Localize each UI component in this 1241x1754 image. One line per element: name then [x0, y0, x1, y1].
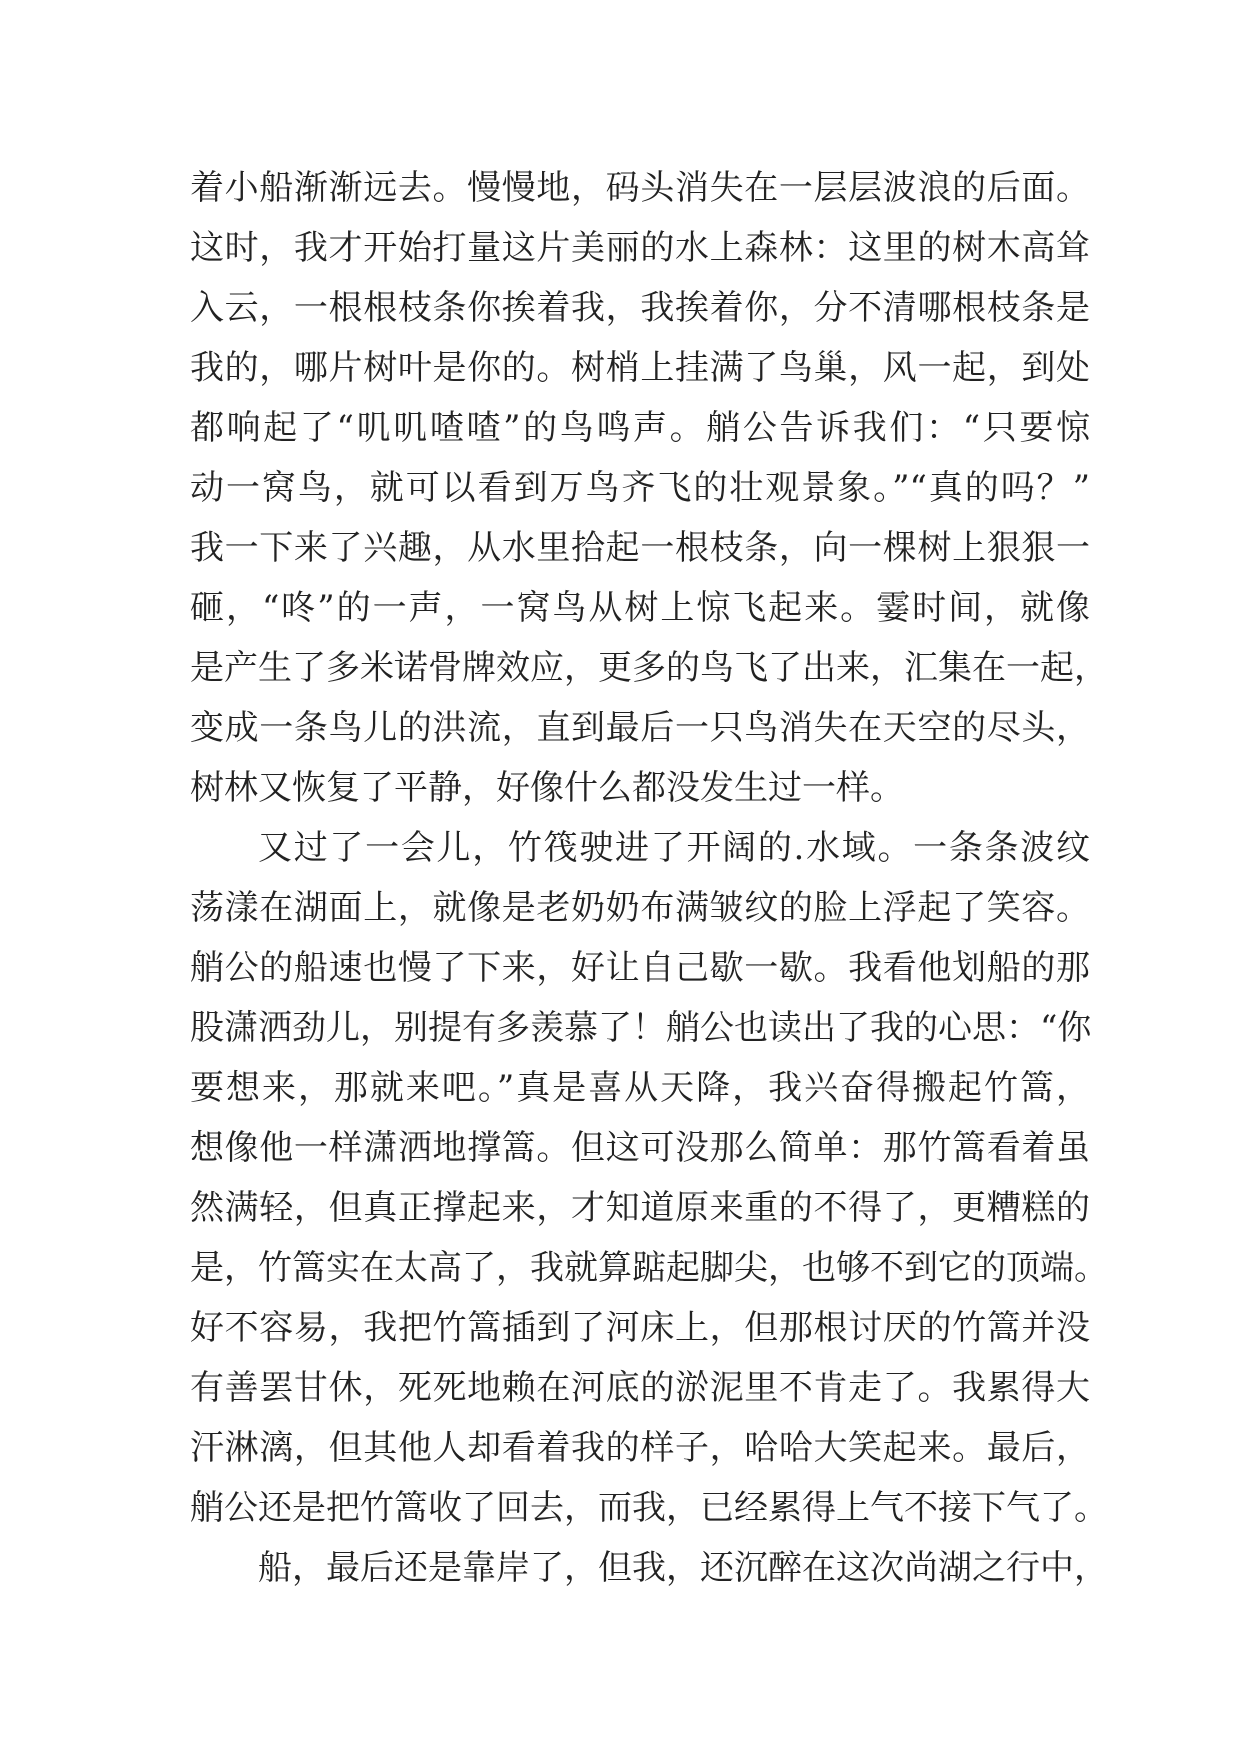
- paragraph-1: [190, 158, 1108, 818]
- paragraph-3: [190, 1538, 1108, 1598]
- text-line: 又过了一会儿，竹筏驶进了开阔的.水域。一条条波纹: [258, 828, 1090, 868]
- text-line: 股潇洒劲儿，别提有多羡慕了！艄公也读出了我的心思：“你: [190, 1008, 1092, 1048]
- text-line: 都响起了“叽叽喳喳”的鸟鸣声。艄公告诉我们：“只要惊: [190, 408, 1090, 448]
- text-line: 是，竹篙实在太高了，我就算踮起脚尖，也够不到它的顶端。: [190, 1248, 1108, 1288]
- text-line: 动一窝鸟，就可以看到万鸟齐飞的壮观景象。”“真的吗？”: [190, 468, 1090, 508]
- text-line: 船，最后还是靠岸了，但我，还沉醉在这次尚湖之行中，: [258, 1548, 1108, 1588]
- document-body: [190, 158, 1108, 1598]
- text-line: 入云，一根根枝条你挨着我，我挨着你，分不清哪根枝条是: [190, 288, 1090, 328]
- text-line: 艄公还是把竹篙收了回去，而我，已经累得上气不接下气了。: [190, 1488, 1108, 1528]
- text-line: 想像他一样潇洒地撑篙。但这可没那么简单：那竹篙看着虽: [190, 1128, 1090, 1168]
- text-line: 汗淋漓，但其他人却看着我的样子，哈哈大笑起来。最后，: [190, 1428, 1090, 1468]
- text-line: 好不容易，我把竹篙插到了河床上，但那根讨厌的竹篙并没: [190, 1308, 1090, 1348]
- text-line: 是产生了多米诺骨牌效应，更多的鸟飞了出来，汇集在一起，: [190, 648, 1108, 688]
- text-line: 砸，“咚”的一声，一窝鸟从树上惊飞起来。霎时间，就像: [190, 588, 1090, 628]
- text-line: 这时，我才开始打量这片美丽的水上森林：这里的树木高耸: [190, 228, 1090, 268]
- text-line: 着小船渐渐远去。慢慢地，码头消失在一层层波浪的后面。: [190, 168, 1090, 208]
- text-line: 有善罢甘休，死死地赖在河底的淤泥里不肯走了。我累得大: [190, 1368, 1090, 1408]
- text-line: 然满轻，但真正撑起来，才知道原来重的不得了，更糟糕的: [190, 1188, 1090, 1228]
- text-line: 艄公的船速也慢了下来，好让自己歇一歇。我看他划船的那: [190, 948, 1090, 988]
- paragraph-2: [190, 818, 1108, 1538]
- text-line: 要想来，那就来吧。”真是喜从天降，我兴奋得搬起竹篙，: [190, 1068, 1090, 1108]
- text-line: 树林又恢复了平静，好像什么都没发生过一样。: [190, 768, 904, 808]
- text-line: 荡漾在湖面上，就像是老奶奶布满皱纹的脸上浮起了笑容。: [190, 888, 1090, 928]
- text-line: 我的，哪片树叶是你的。树梢上挂满了鸟巢，风一起，到处: [190, 348, 1090, 388]
- text-line: 我一下来了兴趣，从水里拾起一根枝条，向一棵树上狠狠一: [190, 528, 1090, 568]
- text-line: 变成一条鸟儿的洪流，直到最后一只鸟消失在天空的尽头，: [190, 708, 1090, 748]
